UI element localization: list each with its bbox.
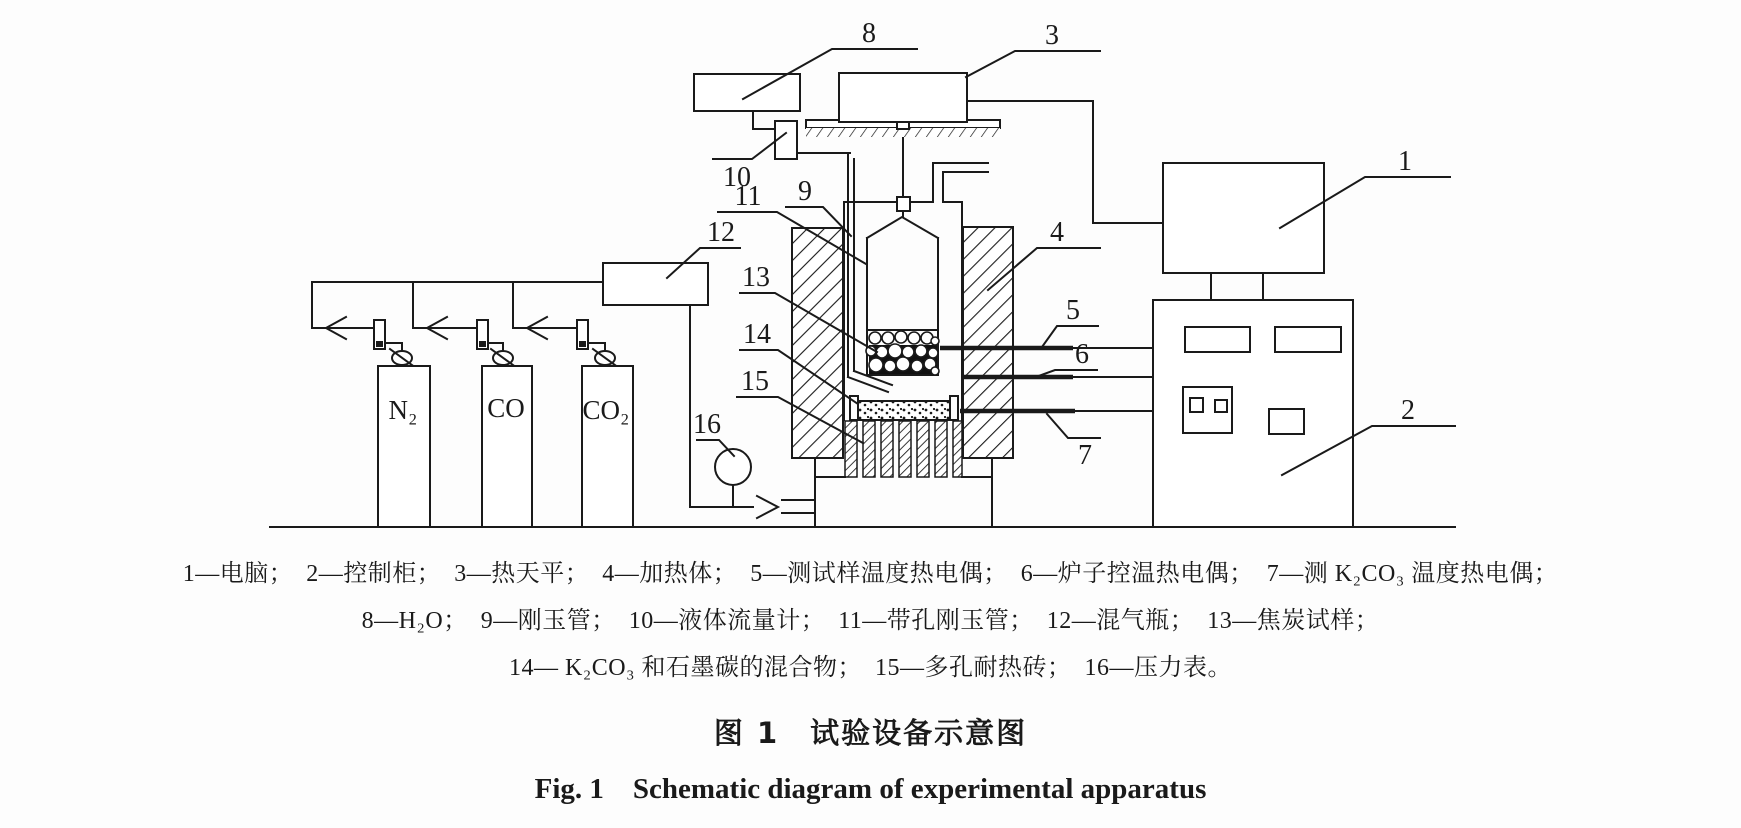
callout-label: 6: [1075, 339, 1089, 370]
co2-cylinder: [582, 366, 633, 527]
callout-label: 7: [1078, 440, 1092, 471]
heater-wall-left: [792, 228, 843, 458]
legend-line-2: 8—H₂O； 9—刚玉管； 10—液体流量计； 11—带孔刚玉管； 12—混气瓶； 13—焦炭试样；: [361, 608, 1380, 634]
thermal-balance: [839, 73, 967, 122]
callout-5: [1042, 295, 1098, 347]
co-cylinder-label: CO: [487, 393, 525, 423]
monitor: [1163, 163, 1324, 273]
figure-caption-zh: 图 1 试验设备示意图: [713, 716, 1028, 750]
cabinet-display: [1275, 327, 1341, 352]
callout-label: 1: [1398, 146, 1412, 177]
cabinet-display: [1185, 327, 1250, 352]
callout-label: 9: [798, 176, 812, 207]
figure-caption-en: Fig. 1 Schematic diagram of experimental apparatus: [534, 773, 1207, 805]
exhaust-pipe: [933, 163, 988, 202]
exhaust-pipe: [943, 172, 988, 202]
callout-label: 16: [693, 409, 721, 440]
n2-cylinder-label: N₂: [388, 395, 418, 425]
computer: [1163, 163, 1324, 300]
n2-cylinder: [378, 366, 430, 527]
flow-arrow-right-icon: [757, 496, 778, 518]
wire-connector: [897, 197, 910, 211]
gas-manifold: [312, 282, 603, 328]
callout-label: 10: [723, 162, 751, 193]
porous-refractory-brick: [845, 421, 962, 477]
pressure-gauge: [715, 449, 751, 507]
control-cabinet: [1153, 300, 1353, 527]
callout-16: [693, 409, 734, 456]
callout-label: 14: [743, 319, 771, 350]
callout-label: 4: [1050, 217, 1064, 248]
callout-3: [966, 20, 1100, 77]
legend-line-1: 1—电脑； 2—控制柜； 3—热天平； 4—加热体； 5—测试样温度热电偶； 6—炉子控温热电偶； 7—测 K₂CO₃ 温度热电偶；: [182, 561, 1559, 587]
callout-label: 3: [1045, 20, 1059, 51]
callout-label: 11: [734, 181, 762, 212]
callout-label: 5: [1066, 295, 1080, 326]
callout-7: [1047, 414, 1100, 471]
gas-mixing-bottle: [603, 263, 815, 518]
callout-label: 8: [862, 18, 876, 49]
callout-label: 12: [707, 217, 735, 248]
callout-label: 13: [742, 262, 770, 293]
callout-6: [1036, 339, 1097, 377]
legend-line-3: 14— K₂CO₃ 和石墨碳的混合物； 15—多孔耐热砖； 16—压力表。: [509, 655, 1232, 681]
callout-label: 2: [1401, 395, 1415, 426]
heater-wall-right: [963, 227, 1013, 458]
cabinet-switch: [1269, 409, 1304, 434]
callout-label: 15: [741, 366, 769, 397]
figure-legend: [0, 551, 1741, 692]
k2co3-graphite-tray: [850, 396, 958, 420]
gas-supply-system: [312, 282, 633, 527]
furnace: [792, 122, 1013, 525]
co2-cylinder-label: CO₂: [582, 395, 630, 425]
co-cylinder: [482, 366, 532, 527]
h2o-container: [694, 74, 800, 111]
